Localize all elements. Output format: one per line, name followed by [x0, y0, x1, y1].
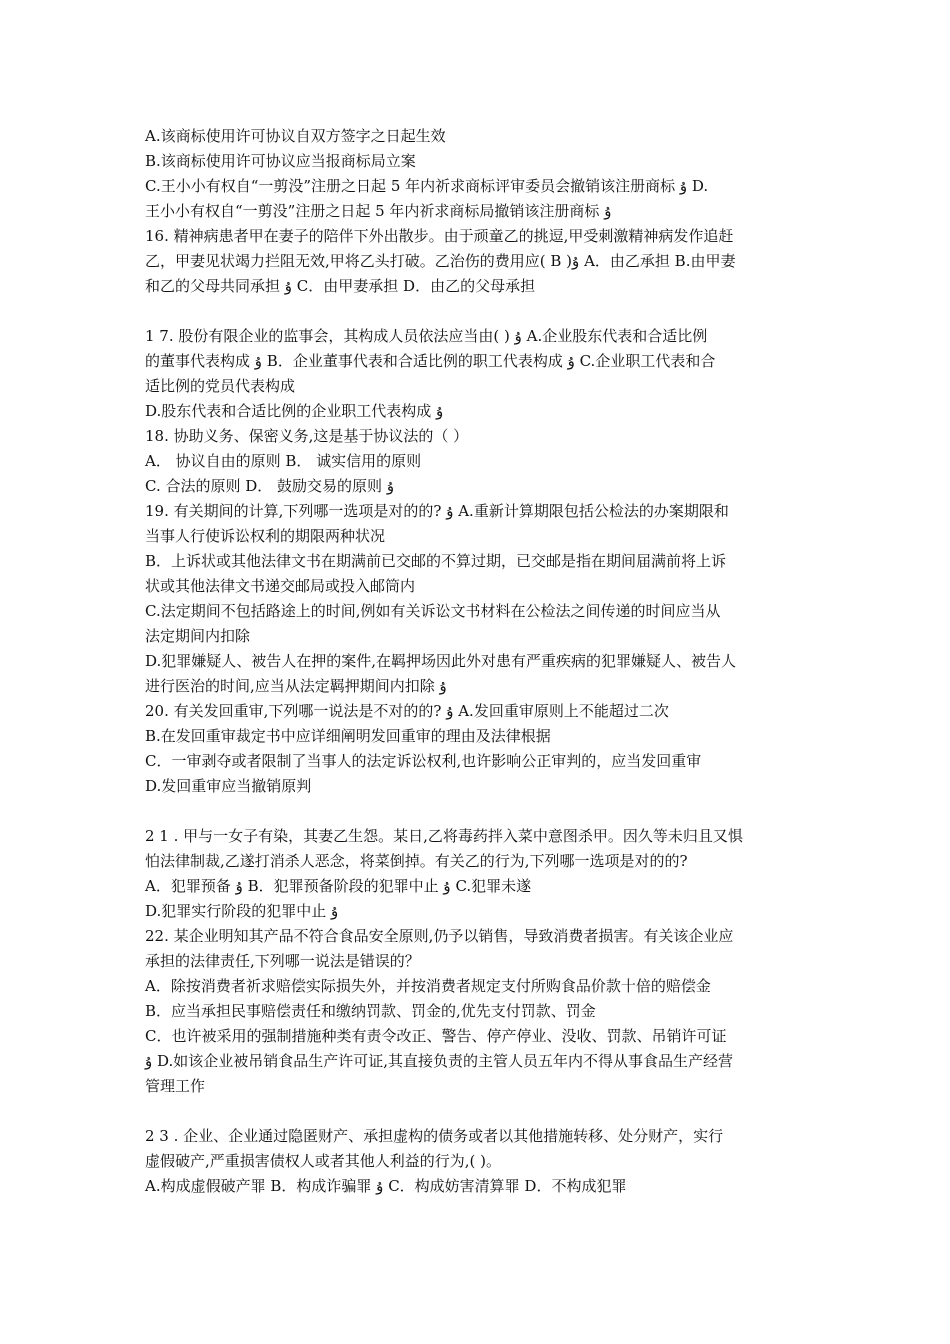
text-line: D.犯罪嫌疑人、被告人在押的案件,在羁押场因此外对患有严重疾病的犯罪嫌疑人、被告人	[145, 652, 737, 670]
document-body	[145, 124, 810, 1199]
text-line: 王小小有权自“一剪没”注册之日起 5 年内祈求商标局撤销该注册商标 ۇ	[145, 202, 612, 220]
text-line: A.构成虚假破产罪 B．构成诈骗罪 ۇ C．构成妨害清算罪 D．不构成犯罪	[145, 1177, 627, 1195]
text-line: D.发回重审应当撤销原判	[145, 777, 312, 795]
text-line: B．应当承担民事赔偿责任和缴纳罚款、罚金的,优先支付罚款、罚金	[145, 1002, 596, 1020]
text-line: C．也许被采用的强制措施种类有责令改正、警告、停产停业、没收、罚款、吊销许可证	[145, 1027, 727, 1045]
text-line: B.在发回重审裁定书中应详细阐明发回重审的理由及法律根据	[145, 727, 551, 745]
text-line: 19. 有关期间的计算,下列哪一选项是对的的? ۇ A.重新计算期限包括公检法的办案期限和	[145, 502, 729, 520]
text-line: 当事人行使诉讼权利的期限两种状况	[145, 527, 386, 545]
text-line: C.法定期间不包括路途上的时间,例如有关诉讼文书材料在公检法之间传递的时间应当从	[145, 602, 721, 620]
text-line: 承担的法律责任,下列哪一说法是错误的？	[145, 952, 420, 970]
text-line: D.犯罪实行阶段的犯罪中止 ۇ	[145, 902, 339, 920]
paragraph-gap	[145, 799, 810, 824]
paragraph-gap	[145, 299, 810, 324]
text-line: 进行医治的时间,应当从法定羁押期间内扣除 ۇ	[145, 677, 447, 695]
text-line: 20. 有关发回重审,下列哪一说法是不对的的? ۇ A.发回重审原则上不能超过二次	[145, 702, 669, 720]
text-line: C．一审剥夺或者限制了当事人的法定诉讼权利,也许影响公正审判的，应当发回重审	[145, 752, 702, 770]
text-line: B．上诉状或其他法律文书在期满前已交邮的不算过期，已交邮是指在期间届满前将上诉	[145, 552, 727, 570]
text-line: A． 协议自由的原则 B． 诚实信用的原则	[145, 452, 422, 470]
text-line: 22. 某企业明知其产品不符合食品安全原则,仍予以销售，导致消费者损害。有关该企业应	[145, 927, 734, 945]
text-line: C.王小小有权自“一剪没”注册之日起 5 年内祈求商标评审委员会撤销该注册商标 ۇ D.	[145, 177, 709, 195]
text-line: 和乙的父母共同承担 ۇ C．由甲妻承担 D．由乙的父母承担	[145, 277, 536, 295]
text-line: A．除按消费者祈求赔偿实际损失外，并按消费者规定支付所购食品价款十倍的赔偿金	[145, 977, 711, 995]
text-line: 状或其他法律文书递交邮局或投入邮筒内	[145, 577, 416, 595]
text-line: 2 3 . 企业、企业通过隐匿财产、承担虚构的债务或者以其他措施转移、处分财产，实行	[145, 1127, 724, 1145]
text-line: 1 7. 股份有限企业的监事会，其构成人员依法应当由( ) ۇ A.企业股东代表和合适比例	[145, 327, 708, 345]
text-line: 乙，甲妻见状竭力拦阻无效,甲将乙头打破。乙治伤的费用应( B )ۇ A．由乙承担 B.由甲妻	[145, 252, 736, 270]
text-line: 管理工作	[145, 1077, 206, 1095]
text-line: 的董事代表构成 ۇ B．企业董事代表和合适比例的职工代表构成 ۇ C.企业职工代表和合	[145, 352, 716, 370]
text-line: A．犯罪预备 ۇ B．犯罪预备阶段的犯罪中止 ۇ C.犯罪未遂	[145, 877, 532, 895]
text-line: 适比例的党员代表构成	[145, 377, 296, 395]
text-line: ۇ D.如该企业被吊销食品生产许可证,其直接负责的主管人员五年内不得从事食品生产经营	[145, 1052, 734, 1070]
paragraph-gap	[145, 1099, 810, 1124]
text-line: 怕法律制裁,乙遂打消杀人恶念，将菜倒掉。有关乙的行为,下列哪一选项是对的的?	[145, 852, 688, 870]
text-line: C. 合法的原则 D． 鼓励交易的原则 ۇ	[145, 477, 395, 495]
text-line: B.该商标使用许可协议应当报商标局立案	[145, 152, 416, 170]
text-line: 16. 精神病患者甲在妻子的陪伴下外出散步。由于顽童乙的挑逗,甲受刺激精神病发作追赶	[145, 227, 734, 245]
text-line: 虚假破产,严重损害债权人或者其他人利益的行为,( )。	[145, 1152, 502, 1170]
text-line: 2 1 . 甲与一女子有染，其妻乙生怨。某日,乙将毒药拌入菜中意图杀甲。因久等未归且又惧	[145, 827, 743, 845]
text-line: D.股东代表和合适比例的企业职工代表构成 ۇ	[145, 402, 444, 420]
text-line: 法定期间内扣除	[145, 627, 251, 645]
text-line: A.该商标使用许可协议自双方签字之日起生效	[145, 127, 446, 145]
text-line: 18. 协助义务、保密义务,这是基于协议法的（ ）	[145, 427, 469, 445]
